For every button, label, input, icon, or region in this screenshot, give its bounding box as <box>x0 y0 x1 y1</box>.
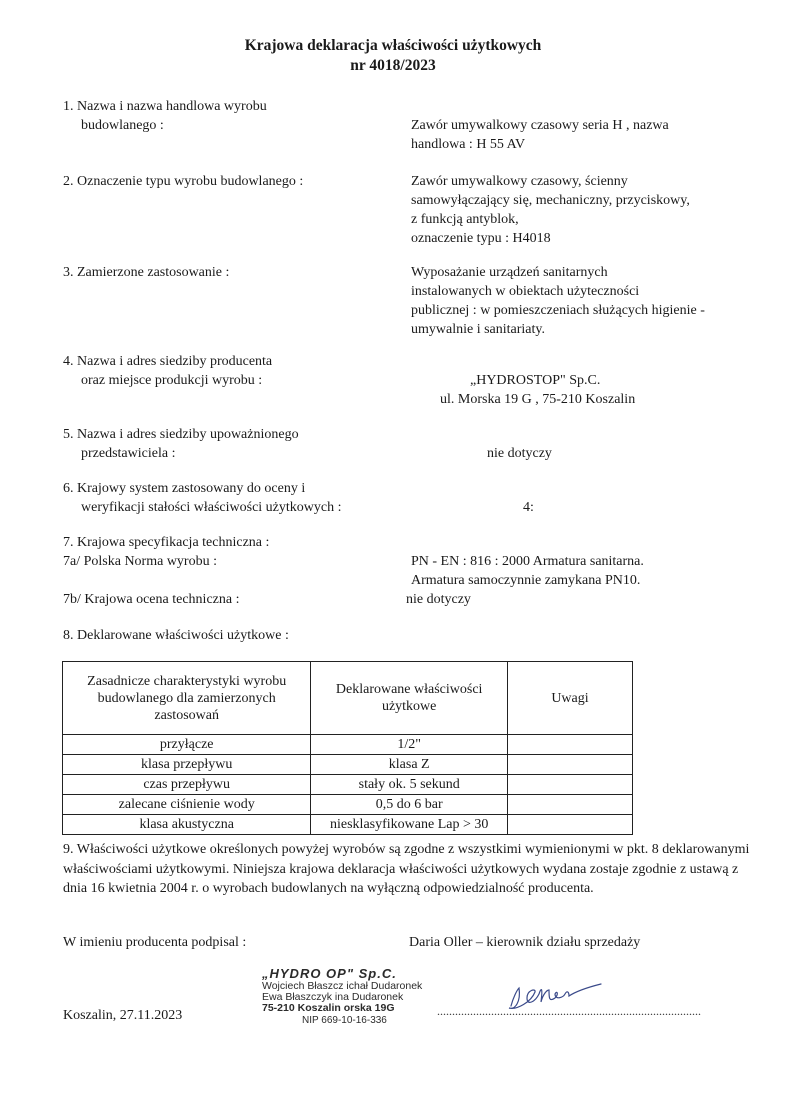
item7a-label: 7a/ Polska Norma wyrobu : <box>63 554 217 569</box>
item4-value-line2: ul. Morska 19 G , 75-210 Koszalin <box>440 392 636 407</box>
stamp-line2: Wojciech Błaszcz ichał Dudaronek <box>262 980 423 992</box>
item1-label-line1: 1. Nazwa i nazwa handlowa wyrobu <box>63 99 267 114</box>
item2-value-line3: z funkcją antyblok, <box>411 212 519 227</box>
table-cell <box>507 815 632 835</box>
company-stamp <box>262 966 422 1028</box>
place-date: Koszalin, 27.11.2023 <box>63 1008 183 1023</box>
table-row <box>63 815 633 835</box>
table-row <box>63 775 633 795</box>
table-cell: klasa przepływu <box>63 755 311 775</box>
item4-value-line1: „HYDROSTOP" Sp.C. <box>470 373 601 388</box>
item3-value-line1: Wyposażanie urządzeń sanitarnych <box>411 265 608 280</box>
table-header-characteristics: Zasadnicze charakterystyki wyrobu budowlanego dla zamierzonych zastosowań <box>63 662 311 735</box>
properties-table <box>62 661 633 835</box>
item4-label-line1: 4. Nazwa i adres siedziby producenta <box>63 354 273 369</box>
item7a-value-line2: Armatura samoczynnie zamykana PN10. <box>411 573 641 588</box>
item1-label-line2: budowlanego : <box>81 118 164 133</box>
item2-value-line1: Zawór umywalkowy czasowy, ścienny <box>411 174 628 189</box>
table-cell: 0,5 do 6 bar <box>311 795 508 815</box>
item3-value-line3: publicznej : w pomieszczeniach służących higienie - <box>411 303 705 318</box>
item5-value: nie dotyczy <box>487 446 552 461</box>
table-cell <box>507 755 632 775</box>
table-row <box>63 755 633 775</box>
item3-value-line4: umywalnie i sanitariaty. <box>411 322 545 337</box>
document-title: Krajowa deklaracja właściwości użytkowych <box>244 37 542 54</box>
table-cell: klasa akustyczna <box>63 815 311 835</box>
item3-label: 3. Zamierzone zastosowanie : <box>63 265 230 280</box>
item2-value-line4: oznaczenie typu : H4018 <box>411 231 551 246</box>
item1-value-line1: Zawór umywalkowy czasowy seria H , nazwa <box>411 118 669 133</box>
table-header-remarks: Uwagi <box>507 662 632 735</box>
table-cell <box>507 735 632 755</box>
item6-label-line2: weryfikacji stałości właściwości użytkowych : <box>81 500 342 515</box>
table-cell: zalecane ciśnienie wody <box>63 795 311 815</box>
item5-label-line1: 5. Nazwa i adres siedziby upoważnionego <box>63 427 299 442</box>
table-cell <box>507 775 632 795</box>
item6-value: 4: <box>523 500 534 515</box>
signer-name: Daria Oller – kierownik działu sprzedaży <box>409 935 641 950</box>
signing-label: W imieniu producenta podpisal : <box>63 935 247 950</box>
stamp-line3: Ewa Błaszczyk ina Dudaronek <box>262 991 404 1003</box>
item7-label: 7. Krajowa specyfikacja techniczna : <box>63 535 270 550</box>
table-cell: niesklasyfikowane Lap > 30 <box>311 815 508 835</box>
item7b-label: 7b/ Krajowa ocena techniczna : <box>63 592 240 607</box>
table-cell: klasa Z <box>311 755 508 775</box>
item6-label-line1: 6. Krajowy system zastosowany do oceny i <box>63 481 306 496</box>
table-row <box>63 735 633 755</box>
item9-statement: 9. Właściwości użytkowe określonych powyżej wyrobów są zgodne z wszystkimi wymienionymi w pkt. 8 deklarowanymi właściwościami użytkowymi. Niniejsza krajowa deklaracja właściwości użytkowych wydana zostaje zgodnie z ustawą z dnia 16 kwietnia 2004 r. o wyrobach budowlanych na wyłączną odpowiedzialność producenta. <box>63 842 750 896</box>
item3-value-line2: instalowanych w obiektach użyteczności <box>411 284 640 299</box>
item7b-value: nie dotyczy <box>406 592 471 607</box>
stamp-line4: 75-210 Koszalin orska 19G <box>262 1002 395 1014</box>
item5-label-line2: przedstawiciela : <box>81 446 176 461</box>
table-row <box>63 795 633 815</box>
signature-dotted-line: ........................................................................................ <box>437 1004 701 1018</box>
item7a-value-line1: PN - EN : 816 : 2000 Armatura sanitarna. <box>411 554 644 569</box>
table-cell: przyłącze <box>63 735 311 755</box>
table-header-declared: Deklarowane właściwości użytkowe <box>311 662 508 735</box>
handwritten-signature <box>505 980 605 1016</box>
item2-label: 2. Oznaczenie typu wyrobu budowlanego : <box>63 174 304 189</box>
table-cell: 1/2" <box>311 735 508 755</box>
stamp-line1: „HYDRO OP" Sp.C. <box>262 966 397 981</box>
declaration-number: nr 4018/2023 <box>350 57 436 74</box>
table-cell: czas przepływu <box>63 775 311 795</box>
table-header-row <box>63 662 633 735</box>
item1-value-line2: handlowa : H 55 AV <box>411 137 526 152</box>
item4-label-line2: oraz miejsce produkcji wyrobu : <box>81 373 263 388</box>
table-cell <box>507 795 632 815</box>
table-cell: stały ok. 5 sekund <box>311 775 508 795</box>
item2-value-line2: samowyłączający się, mechaniczny, przyciskowy, <box>411 193 690 208</box>
item8-label: 8. Deklarowane właściwości użytkowe : <box>63 628 289 643</box>
stamp-line5: NIP 669-10-16-336 <box>302 1015 387 1026</box>
